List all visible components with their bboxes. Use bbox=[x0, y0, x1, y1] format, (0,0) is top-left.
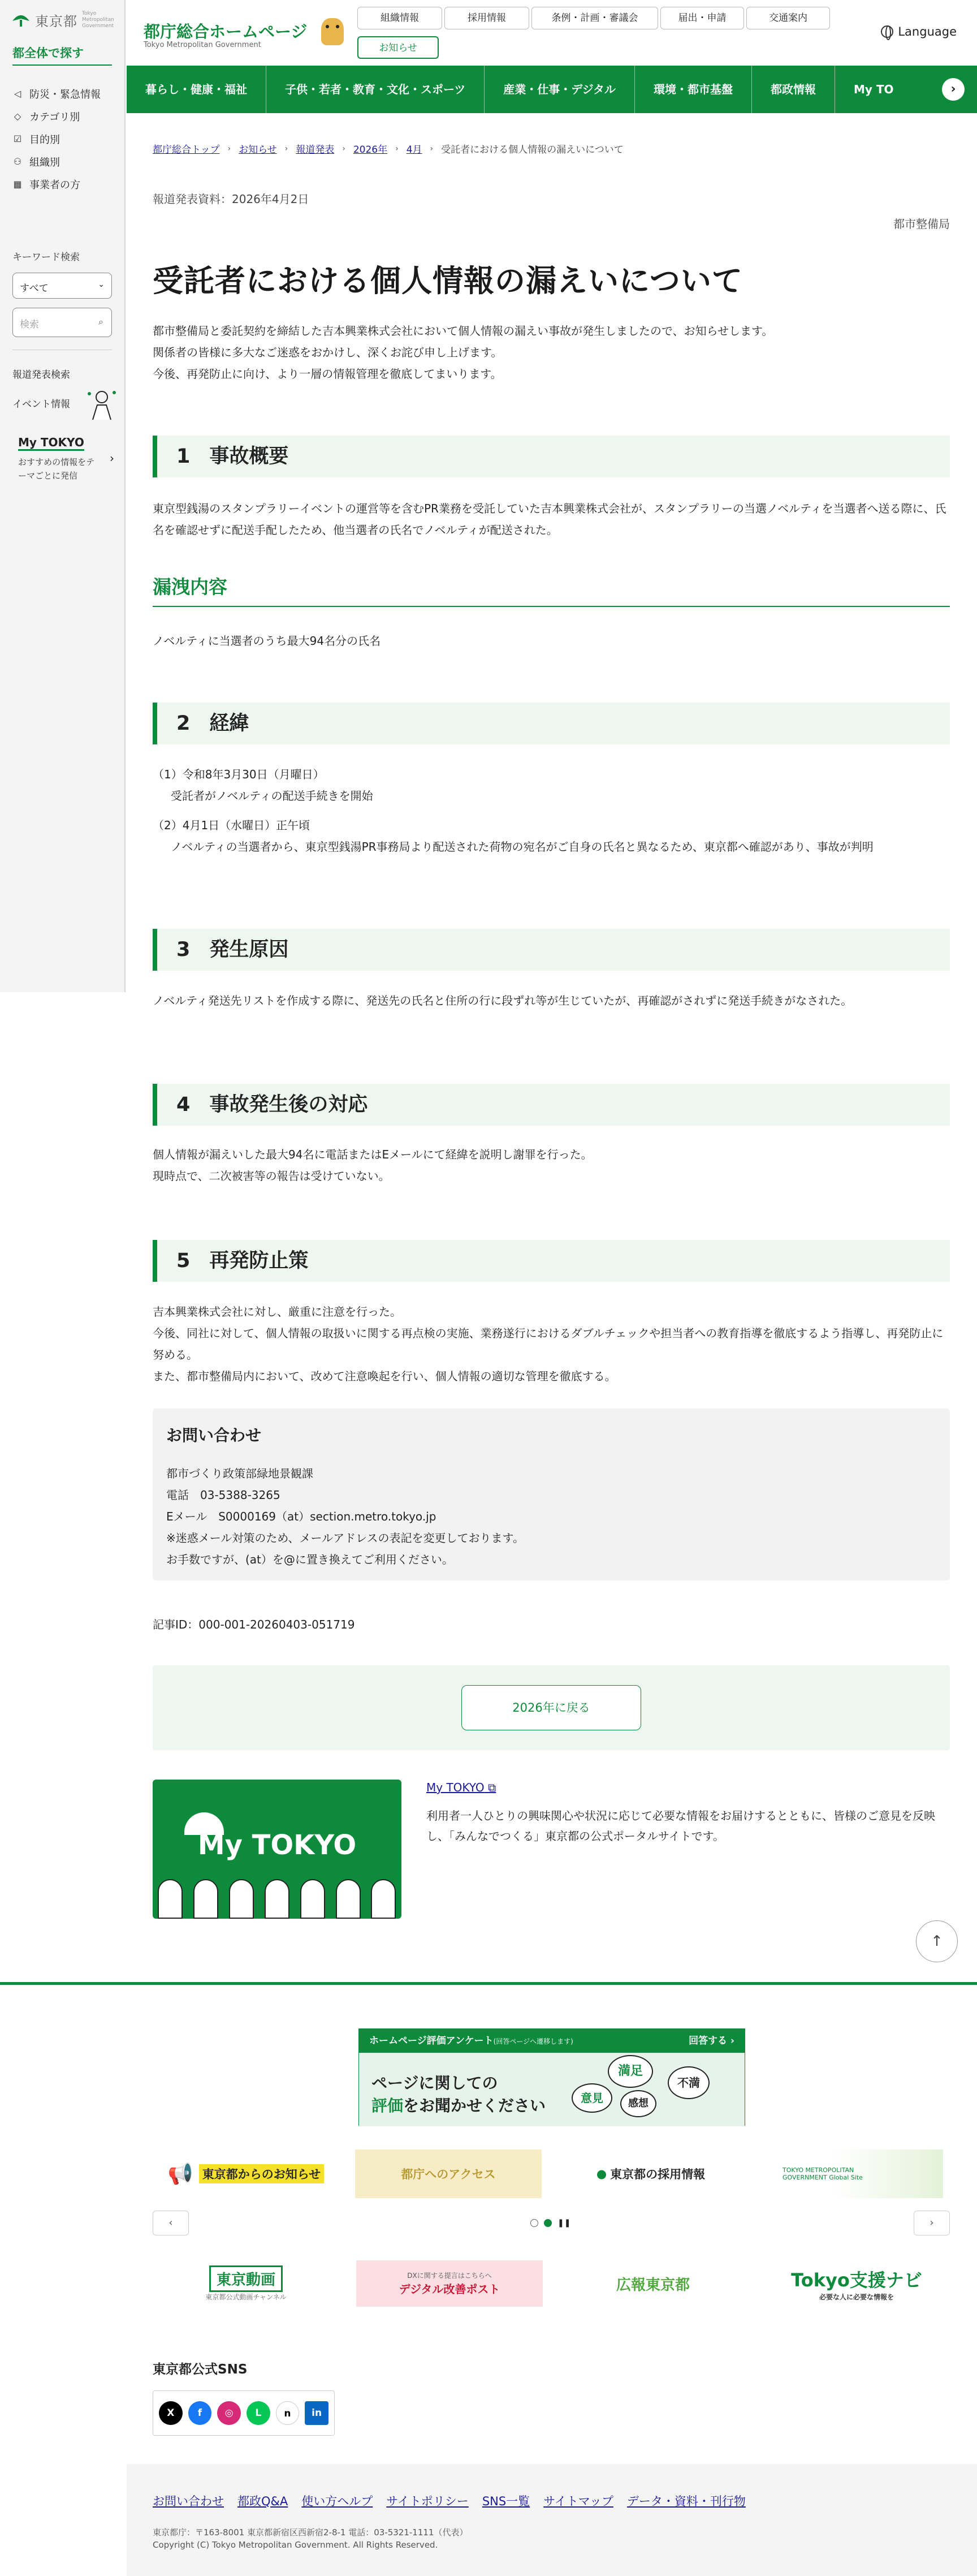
recruit-button[interactable]: 採用情報 bbox=[444, 7, 529, 29]
section-title: 発生原因 bbox=[209, 938, 289, 961]
breadcrumb-top[interactable]: 都庁総合トップ bbox=[153, 144, 220, 156]
footer-link-contact[interactable]: お問い合わせ bbox=[153, 2495, 224, 2508]
left-sidebar bbox=[0, 0, 126, 992]
footer-link-data[interactable]: データ・資料・刊行物 bbox=[626, 2495, 746, 2508]
survey-answer: 回答する › bbox=[689, 2035, 734, 2047]
search-placeholder: 検索 bbox=[20, 319, 39, 330]
carousel-prev-button[interactable] bbox=[153, 2211, 189, 2235]
banner-label: 広報東京都 bbox=[616, 2276, 690, 2294]
mytokyo-side-desc: おすすめの情報をテーマごとに発信 bbox=[18, 457, 95, 481]
section-number: 4 bbox=[176, 1093, 191, 1116]
megaphone-icon: 📢 bbox=[167, 2163, 193, 2186]
chevron-right-icon: › bbox=[395, 144, 399, 153]
main-nav bbox=[127, 66, 977, 113]
banner-sublabel: 東京都公式動画チャンネル bbox=[205, 2293, 287, 2301]
facebook-icon[interactable]: f bbox=[188, 2401, 212, 2425]
banner-tokyo-notice[interactable] bbox=[153, 2149, 339, 2198]
banner-global-site[interactable] bbox=[760, 2149, 943, 2198]
section-number: 3 bbox=[176, 938, 191, 961]
mytokyo-link[interactable] bbox=[426, 1781, 496, 1794]
mytokyo-link-text: My TOKYO bbox=[426, 1781, 485, 1794]
survey-banner[interactable] bbox=[358, 2028, 745, 2126]
contact-box bbox=[153, 1408, 950, 1580]
contact-line: Eメール S0000169（at）section.metro.tokyo.jp bbox=[166, 1510, 436, 1523]
note-icon[interactable]: n bbox=[276, 2401, 300, 2425]
bubble-satisfied: 満足 bbox=[608, 2055, 653, 2088]
footer-link-qa[interactable]: 都政Q&A bbox=[237, 2495, 288, 2508]
bubble-impression: 感想 bbox=[620, 2090, 656, 2117]
breadcrumb-notice[interactable]: お知らせ bbox=[239, 144, 277, 156]
history-item bbox=[153, 815, 950, 858]
section-number: 5 bbox=[176, 1250, 191, 1272]
nav-environment[interactable]: 環境・都市基盤 bbox=[635, 66, 752, 113]
footer-link-help[interactable]: 使い方ヘルプ bbox=[301, 2495, 373, 2508]
event-info-link[interactable]: イベント情報 bbox=[12, 399, 70, 410]
section-4-body bbox=[153, 1144, 950, 1187]
section-heading-5 bbox=[153, 1240, 950, 1282]
nav-children[interactable]: 子供・若者・教育・文化・スポーツ bbox=[266, 66, 485, 113]
pause-icon[interactable]: ❚❚ bbox=[557, 2219, 571, 2228]
arrow-up-icon: ↑ bbox=[931, 1933, 943, 1950]
banner-label: 東京都からのお知らせ bbox=[199, 2164, 324, 2183]
nav-next-button[interactable] bbox=[942, 78, 965, 101]
event-illustration-icon bbox=[85, 388, 119, 421]
banner-label: Tokyo支援ナビ bbox=[791, 2269, 922, 2291]
mytokyo-banner[interactable] bbox=[153, 1780, 401, 1919]
banner-tokyo-video[interactable] bbox=[153, 2260, 339, 2307]
history-item-head: （2）4月1日（水曜日）正午頃 bbox=[153, 819, 310, 832]
history-item-body: ノベルティの当選者から、東京型銭湯PR事務局より配送された荷物の宛名がご自身の氏名と異なるため、東京都へ確認があり、事故が判明 bbox=[171, 840, 874, 854]
select-value: すべて bbox=[20, 283, 49, 294]
banner-label: TOKYO METROPOLITAN GOVERNMENT Global Site bbox=[783, 2166, 863, 2181]
survey-sub: (回答ページへ遷移します) bbox=[493, 2037, 573, 2045]
site-subtitle: Tokyo Metropolitan Government bbox=[144, 41, 261, 49]
side-item-purpose[interactable] bbox=[12, 128, 120, 150]
section-5-body bbox=[153, 1301, 950, 1387]
bubble-dissatisfied: 不満 bbox=[668, 2066, 710, 2099]
chevron-right-icon: › bbox=[110, 451, 114, 465]
breadcrumb-current: 受託者における個人情報の漏えいについて bbox=[441, 144, 624, 156]
intro-text bbox=[153, 320, 950, 385]
banner-digital-post[interactable] bbox=[356, 2260, 543, 2307]
body-line: また、都市整備局内において、改めて注意喚起を行い、個人情報の適切な管理を徹底する。 bbox=[153, 1369, 616, 1383]
banner-sublabel: 必要な人に必要な情報を bbox=[819, 2293, 894, 2301]
footer-divider bbox=[0, 1982, 977, 1985]
ginkgo-logo-icon: ● bbox=[596, 2167, 607, 2181]
intro-line: 都市整備局と委託契約を締結した吉本興業株式会社において個人情報の漏えい事故が発生しましたので、お知らせします。 bbox=[153, 324, 773, 338]
instagram-icon[interactable]: ◎ bbox=[217, 2401, 241, 2425]
footer-address: 東京都庁：〒163-8001 東京都新宿区西新宿2-8-1 電話：03-5321-1111（代表） bbox=[153, 2527, 468, 2538]
section-heading-3 bbox=[153, 929, 950, 971]
side-menu bbox=[12, 83, 120, 196]
body-line: 現時点で、二次被害等の報告は受けていない。 bbox=[153, 1169, 390, 1183]
side-item-label: カテゴリ別 bbox=[29, 111, 80, 123]
survey-head: ホームページ評価アンケート bbox=[369, 2035, 494, 2047]
notice-button[interactable]: お知らせ bbox=[357, 36, 439, 59]
language-button[interactable] bbox=[881, 25, 957, 38]
carousel-dots bbox=[530, 2219, 570, 2228]
person-icon bbox=[229, 1879, 254, 1919]
survey-text bbox=[371, 2072, 546, 2117]
nav-living[interactable]: 暮らし・健康・福祉 bbox=[127, 66, 266, 113]
tokyo-logo[interactable] bbox=[11, 10, 122, 30]
mytokyo-side-logo: My TOKYO bbox=[18, 436, 84, 451]
footer-link-policy[interactable]: サイトポリシー bbox=[386, 2495, 469, 2508]
language-label: Language bbox=[898, 25, 957, 38]
side-item-label: 防災・緊急情報 bbox=[29, 89, 101, 101]
history-item bbox=[153, 764, 950, 807]
banner-label: 都庁へのアクセス bbox=[401, 2168, 496, 2181]
section-3-body: ノベルティ発送先リストを作成する際に、発送先の氏名と住所の行に段ずれ等が生じていたが、再確認がされずに発送手続きがなされた。 bbox=[153, 994, 853, 1007]
bubble-opinion: 意見 bbox=[572, 2083, 612, 2113]
person-icon bbox=[265, 1879, 289, 1919]
mytokyo-banner-title: My TOKYO bbox=[197, 1829, 357, 1861]
section-title: 経緯 bbox=[209, 712, 249, 735]
article-id: 記事ID：000-001-20260403-051719 bbox=[153, 1618, 355, 1631]
footer-link-sns[interactable]: SNS一覧 bbox=[482, 2495, 530, 2508]
megaphone-icon: ◁ bbox=[14, 88, 21, 99]
nav-mytokyo[interactable]: My TO bbox=[854, 83, 894, 96]
site-header bbox=[127, 0, 977, 66]
banner-access[interactable] bbox=[355, 2149, 542, 2198]
person-icon bbox=[371, 1879, 396, 1919]
chevron-down-icon: ⌄ bbox=[98, 280, 105, 289]
intro-line: 関係者の皆様に多大なご迷惑をおかけし、深くお詫び申し上げます。 bbox=[153, 346, 503, 359]
ginkgo-logo-icon bbox=[11, 13, 31, 28]
side-item-label: 目的別 bbox=[29, 134, 60, 146]
chevron-right-icon: › bbox=[950, 82, 956, 96]
page-title: 受託者における個人情報の漏えいについて bbox=[153, 263, 743, 299]
building-icon: ▦ bbox=[13, 179, 22, 189]
side-item-disaster[interactable] bbox=[12, 83, 120, 105]
checklist-icon: ☑ bbox=[13, 133, 22, 144]
banner-support-navi[interactable] bbox=[763, 2260, 950, 2307]
section-title: 事故発生後の対応 bbox=[209, 1093, 368, 1116]
section-title: 再発防止策 bbox=[209, 1250, 309, 1272]
application-button[interactable]: 届出・申請 bbox=[660, 7, 744, 29]
section-heading-4 bbox=[153, 1084, 950, 1126]
breadcrumb-month[interactable]: 4月 bbox=[406, 144, 422, 156]
banner-recruit[interactable] bbox=[557, 2149, 744, 2198]
x-icon[interactable]: X bbox=[159, 2401, 183, 2425]
nav-government[interactable]: 都政情報 bbox=[752, 66, 835, 113]
breadcrumb bbox=[153, 141, 624, 156]
people-illustration bbox=[153, 1873, 401, 1919]
footer bbox=[127, 2464, 977, 2576]
back-box bbox=[153, 1665, 950, 1750]
banner-label: 東京都の採用情報 bbox=[610, 2168, 706, 2181]
linkedin-icon[interactable]: in bbox=[305, 2401, 328, 2425]
globe-icon bbox=[881, 25, 893, 38]
bureau-name: 都市整備局 bbox=[893, 217, 950, 231]
history-item-head: （1）令和8年3月30日（月曜日） bbox=[153, 768, 325, 781]
contact-line: 電話 03-5388-3265 bbox=[166, 1488, 280, 1502]
external-link-icon: ⧉ bbox=[488, 1781, 496, 1794]
body-line: 今後、同社に対して、個人情報の取扱いに関する再点検の実施、業務遂行におけるダブルチェックや担当者への教育指導を徹底するよう指導し、再発防止に努める。 bbox=[153, 1326, 944, 1362]
breadcrumb-year[interactable]: 2026年 bbox=[353, 144, 388, 156]
press-release-search-link[interactable]: 報道発表検索 bbox=[12, 369, 70, 381]
chevron-right-icon: › bbox=[342, 144, 345, 153]
survey-line: をお聞かせください bbox=[403, 2096, 546, 2115]
chevron-right-icon: › bbox=[284, 144, 288, 153]
contact-line: 都市づくり政策部緑地景観課 bbox=[166, 1467, 313, 1480]
nav-industry[interactable]: 産業・仕事・デジタル bbox=[485, 66, 635, 113]
back-to-year-button[interactable]: 2026年に戻る bbox=[461, 1685, 641, 1730]
footer-links bbox=[153, 2492, 746, 2509]
contact-line: ※迷惑メール対策のため、メールアドレスの表記を変更しております。 bbox=[166, 1531, 524, 1545]
logo-subtext: Tokyo Metropolitan Government bbox=[82, 11, 114, 29]
banner-koho-tokyo[interactable] bbox=[560, 2260, 746, 2307]
person-icon bbox=[193, 1879, 218, 1919]
leak-heading: 漏洩内容 bbox=[153, 572, 950, 607]
person-icon bbox=[158, 1879, 183, 1919]
search-all-heading: 都全体で探す bbox=[12, 46, 84, 60]
contact-line: お手数ですが、(at）を@に置き換えてご利用ください。 bbox=[166, 1553, 453, 1566]
search-input[interactable] bbox=[12, 308, 112, 337]
body-line: 個人情報が漏えいした最大94名に電話またはEメールにて経緯を説明し謝罪を行った。 bbox=[153, 1148, 593, 1161]
carousel-next-button[interactable] bbox=[914, 2211, 950, 2235]
banner-carousel bbox=[153, 2149, 950, 2200]
tag-icon: ◇ bbox=[14, 111, 21, 122]
body-line: 吉本興業株式会社に対し、厳重に注意を行った。 bbox=[153, 1305, 401, 1319]
section-number: 1 bbox=[176, 445, 191, 468]
mascot-icon bbox=[321, 18, 344, 45]
site-title[interactable]: 都庁総合ホームページ bbox=[144, 22, 308, 41]
carousel-controls bbox=[153, 2211, 950, 2235]
footer-copyright: Copyright (C) Tokyo Metropolitan Government. All Rights Reserved. bbox=[153, 2540, 438, 2550]
side-item-label: 事業者の方 bbox=[29, 179, 80, 191]
back-to-top-button[interactable] bbox=[916, 1920, 958, 1962]
banner-label: デジタル改善ポスト bbox=[399, 2282, 500, 2296]
intro-line: 今後、再発防止に向け、より一層の情報管理を徹底してまいります。 bbox=[153, 367, 502, 381]
survey-body bbox=[359, 2053, 745, 2126]
leak-body: ノベルティに当選者のうち最大94名分の氏名 bbox=[153, 634, 381, 648]
chevron-right-icon: › bbox=[430, 144, 434, 153]
search-scope-select[interactable] bbox=[12, 273, 112, 299]
chevron-left-icon: ‹ bbox=[168, 2217, 173, 2229]
section-heading-2 bbox=[153, 703, 950, 744]
ordinance-button[interactable]: 条例・計画・審議会 bbox=[531, 7, 658, 29]
chevron-right-icon: › bbox=[930, 2217, 934, 2229]
line-icon[interactable]: L bbox=[247, 2401, 270, 2425]
person-icon bbox=[300, 1879, 325, 1919]
banner-label: 東京動画 bbox=[209, 2265, 283, 2292]
org-info-button[interactable]: 組織情報 bbox=[357, 7, 442, 29]
footer-link-sitemap[interactable]: サイトマップ bbox=[543, 2495, 613, 2508]
logo-text: 東京都 bbox=[35, 14, 77, 29]
link-banners bbox=[153, 2260, 950, 2308]
divider bbox=[12, 64, 112, 66]
side-item-organization[interactable] bbox=[12, 150, 120, 173]
section-title: 事故概要 bbox=[209, 445, 289, 468]
section-number: 2 bbox=[176, 712, 191, 735]
side-item-label: 組織別 bbox=[29, 157, 60, 169]
side-item-category[interactable] bbox=[12, 105, 120, 128]
search-icon[interactable]: ⌕ bbox=[98, 316, 103, 327]
org-chart-icon: ⚇ bbox=[13, 156, 22, 167]
banner-sublabel: DXに関する提言はこちらへ bbox=[407, 2272, 492, 2280]
carousel-dot[interactable] bbox=[530, 2219, 538, 2227]
survey-highlight: 評価 bbox=[371, 2096, 404, 2115]
section-1-body: 東京型銭湯のスタンプラリーイベントの運営等を含むPR業務を受託していた吉本興業株式会社が、スタンプラリーの当選ノベルティを当選者へ送る際に、氏名を確認せずに配送手配したため、他当選者の氏名でノベルティが配送された。 bbox=[153, 502, 946, 537]
person-icon bbox=[336, 1879, 361, 1919]
section-heading-1 bbox=[153, 436, 950, 477]
chevron-right-icon: › bbox=[227, 144, 231, 153]
survey-line: ページに関しての bbox=[371, 2074, 498, 2092]
breadcrumb-press[interactable]: 報道発表 bbox=[296, 144, 335, 156]
keyword-search-label: キーワード検索 bbox=[12, 252, 80, 263]
publish-date: 報道発表資料：2026年4月2日 bbox=[153, 192, 309, 206]
carousel-dot-active[interactable] bbox=[544, 2219, 552, 2227]
history-item-body: 受託者がノベルティの配送手続きを開始 bbox=[171, 789, 373, 803]
mytokyo-side-link[interactable] bbox=[18, 436, 114, 483]
survey-header bbox=[359, 2029, 745, 2053]
side-item-business[interactable] bbox=[12, 173, 120, 196]
sns-title: 東京都公式SNS bbox=[153, 2362, 248, 2377]
contact-title: お問い合わせ bbox=[166, 1426, 262, 1445]
access-button[interactable]: 交通案内 bbox=[746, 7, 830, 29]
mytokyo-description: 利用者一人ひとりの興味関心や状況に応じて必要な情報をお届けするとともに、皆様のご意見を反映し、「みんなでつくる」東京都の公式ポータルサイトです。 bbox=[426, 1809, 935, 1843]
sns-links bbox=[153, 2390, 335, 2436]
